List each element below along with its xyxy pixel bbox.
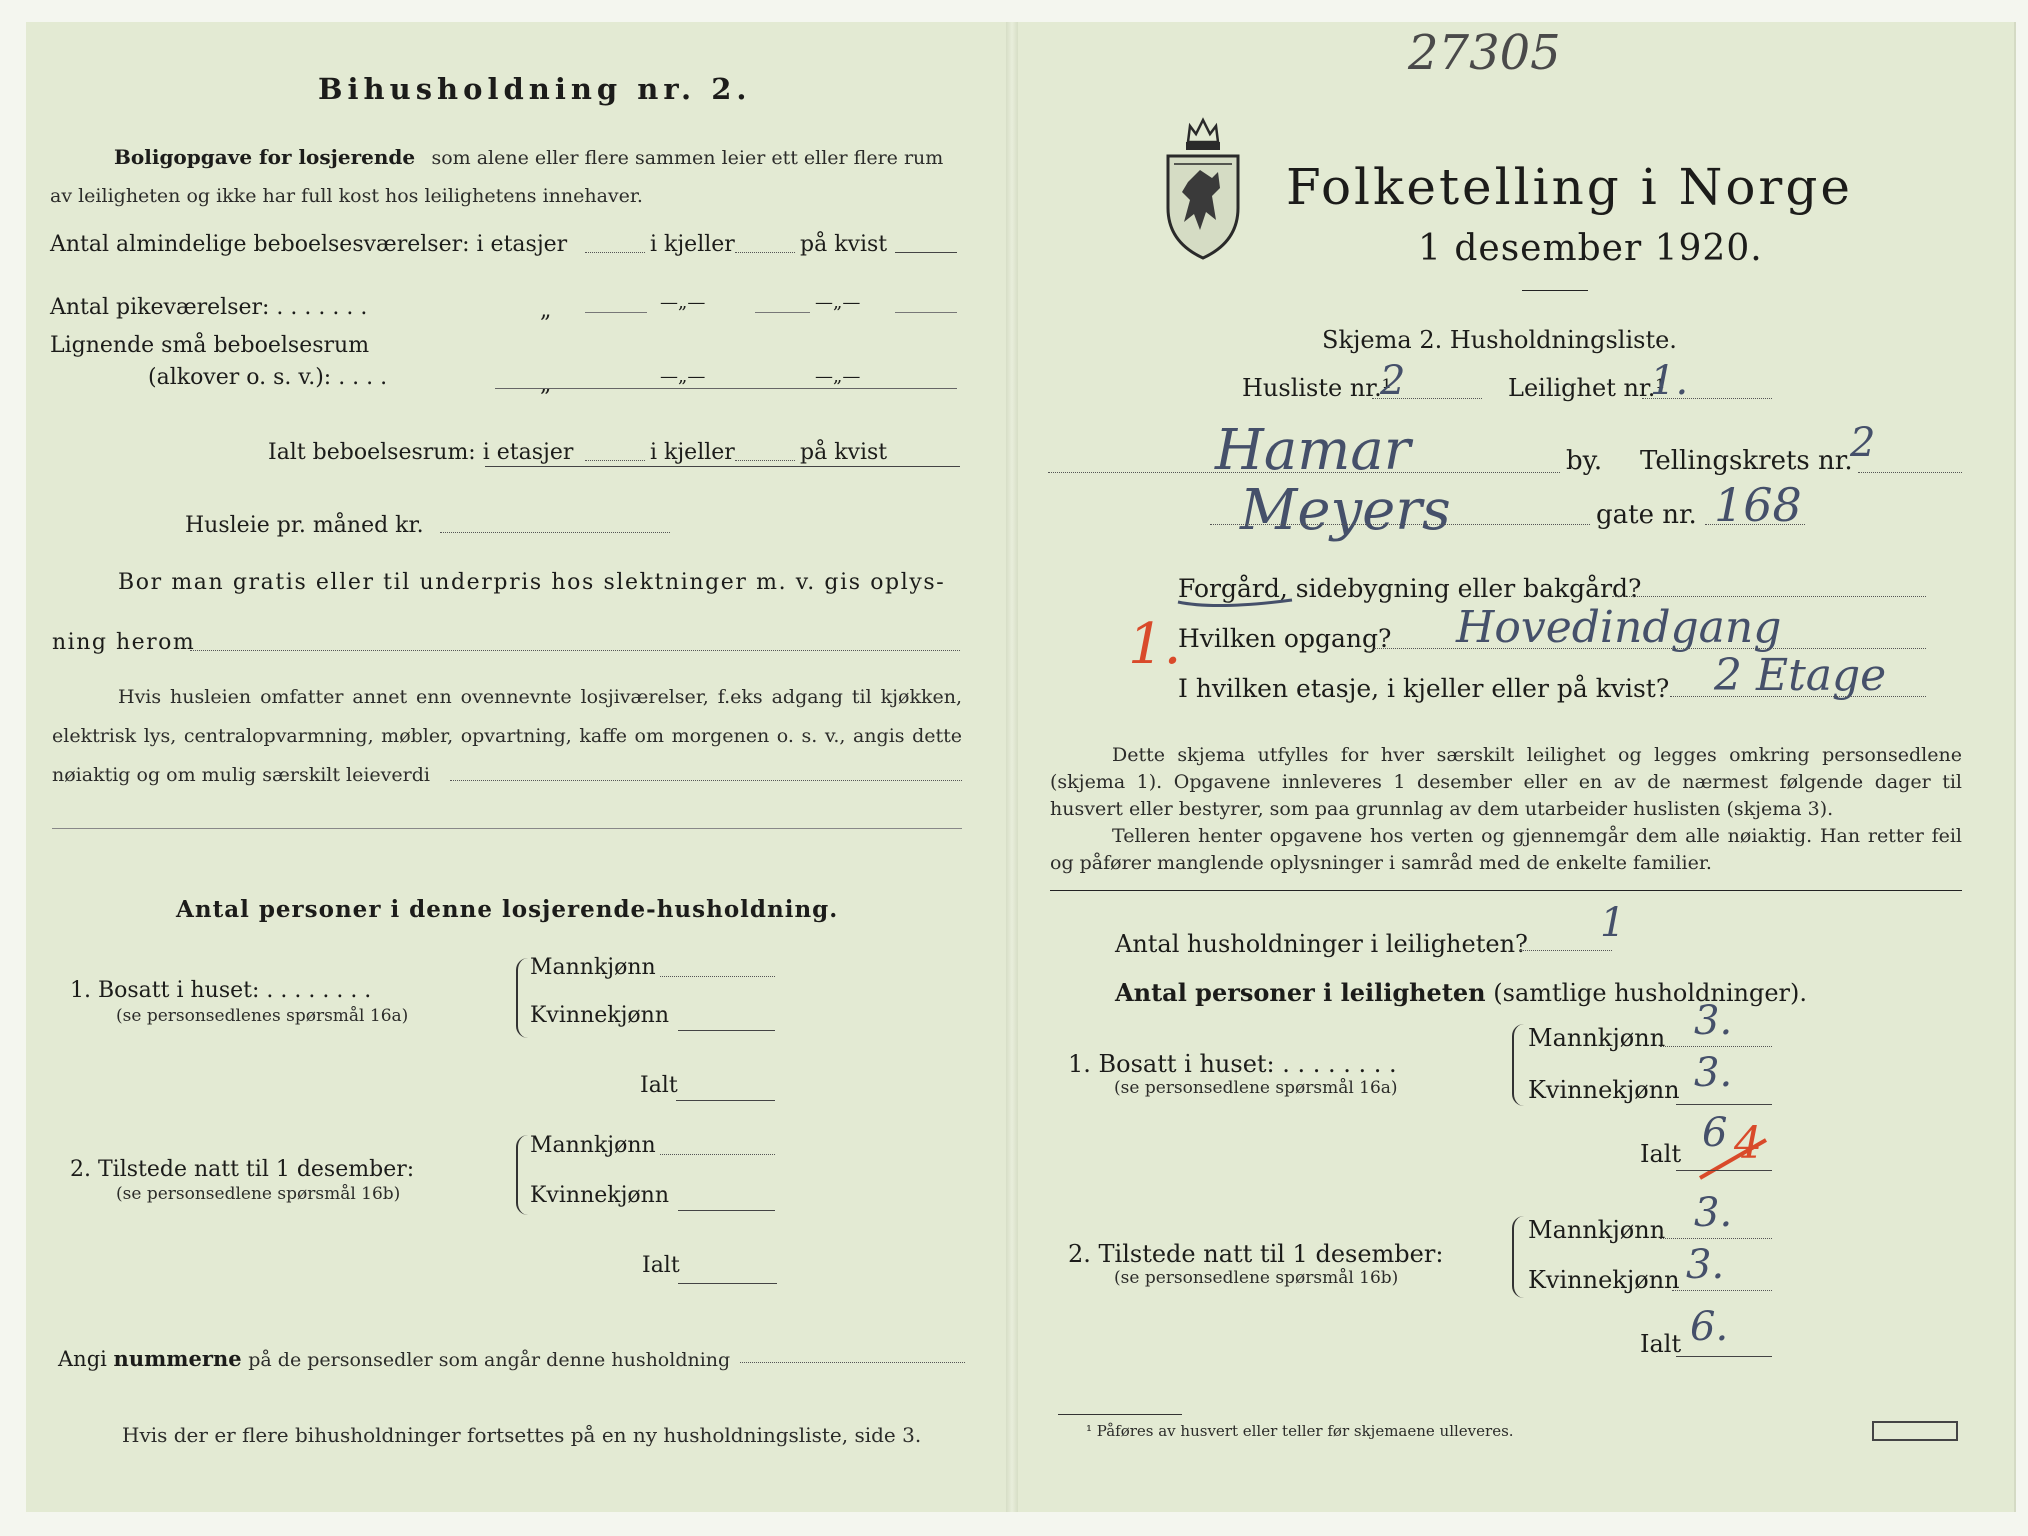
- right-bosatt-ialt-label: Ialt: [1640, 1140, 1682, 1168]
- pike-kjeller-line[interactable]: [755, 312, 810, 313]
- leieverdi-line-2[interactable]: [52, 828, 962, 829]
- ialt-kvist-label: på kvist: [800, 440, 888, 465]
- right-bosatt-kvinne-value: 3.: [1694, 1050, 1733, 1096]
- by-value: Hamar: [1215, 418, 1411, 483]
- left-tilstede-label: 2. Tilstede natt til 1 desember:: [70, 1157, 415, 1182]
- ditto-dash-3: —„—: [660, 366, 706, 387]
- husliste-field[interactable]: [1372, 398, 1482, 399]
- krets-label: Tellingskrets nr.: [1640, 446, 1853, 476]
- red-mark: 1.: [1128, 612, 1182, 677]
- krets-value: 2: [1850, 420, 1876, 466]
- instructions-rule: [1050, 890, 1962, 891]
- right-tilstede-mann-label: Mannkjønn: [1528, 1216, 1666, 1244]
- right-tilstede-ialt-value: 6.: [1690, 1304, 1729, 1350]
- antal-pike-label: Antal pikeværelser: . . . . . . .: [50, 295, 368, 320]
- leilighet-value: 1.: [1650, 358, 1689, 404]
- leilighet-field[interactable]: [1642, 398, 1772, 399]
- right-tilstede-sub: (se personsedlene spørsmål 16b): [1114, 1268, 1399, 1288]
- left-bosatt-ialt-field[interactable]: [676, 1100, 775, 1101]
- leilighet-label: Leilighet nr.¹: [1508, 374, 1666, 402]
- antal-hush-field[interactable]: [1520, 950, 1612, 951]
- right-tilstede-kvinne-field[interactable]: [1672, 1290, 1772, 1291]
- hvis-husleien-paragraph: Hvis husleien omfatter annet enn ovennevnte losjiværelser, f.eks adgang til kjøkken, elektrisk lys, centralopvarmning, møbler, opvartning, kaffe om morgenen o. s. v., angis dette nøiaktig og om mulig særskilt leieverdi: [52, 686, 962, 786]
- skjema-label: Skjema 2. Husholdningsliste.: [1322, 326, 1677, 354]
- husliste-value: 2: [1380, 358, 1406, 404]
- right-tilstede-kvinne-label: Kvinnekjønn: [1528, 1266, 1680, 1294]
- krets-field[interactable]: [1858, 472, 1962, 473]
- pike-etasjer-line[interactable]: [585, 312, 647, 313]
- i-kjeller-label: i kjeller: [650, 232, 735, 257]
- intro-line-2: av leiligheten og ikke har full kost hos leilighetens innehaver.: [50, 185, 643, 207]
- ditto-1: „: [540, 298, 552, 323]
- angi-post: på de personsedler som angår denne husholdning: [248, 1349, 731, 1371]
- left-bosatt-brace: [516, 958, 528, 1038]
- opgang-field[interactable]: [1374, 648, 1926, 649]
- instructions-2: Telleren henter opgavene hos verten og gjennemgår dem alle nøiaktig. Han retter feil og påfører manglende oplysninger i samråd med de enkelte familier.: [1050, 825, 1962, 874]
- left-tilstede-kvinne-field[interactable]: [678, 1210, 775, 1211]
- gratis-field[interactable]: [190, 650, 960, 651]
- gate-field[interactable]: [1210, 524, 1590, 525]
- footnote-rule: [1058, 1414, 1182, 1415]
- gratis-line-1: Bor man gratis eller til underpris hos slektninger m. v. gis oplys-: [118, 570, 946, 595]
- left-bosatt-mann-label: Mannkjønn: [530, 955, 656, 980]
- right-bosatt-label: 1. Bosatt i huset: . . . . . . . .: [1068, 1050, 1397, 1078]
- husleie-field[interactable]: [440, 532, 670, 533]
- right-tilstede-mann-field[interactable]: [1660, 1238, 1772, 1239]
- by-label: by.: [1566, 446, 1603, 476]
- intro-line-1: [114, 145, 943, 169]
- kvist-field[interactable]: [895, 252, 957, 253]
- stamp-number: 27305: [1408, 25, 1561, 81]
- ialt-etasjer-field[interactable]: [585, 460, 645, 461]
- forgaard-label: Forgård, sidebygning eller bakgård?: [1178, 574, 1642, 603]
- coat-of-arms-icon: [1160, 112, 1246, 262]
- right-personer-rest: (samtlige husholdninger).: [1493, 979, 1808, 1007]
- right-tilstede-label: 2. Tilstede natt til 1 desember:: [1068, 1240, 1444, 1268]
- gate-nr-value: 168: [1714, 478, 1802, 532]
- right-bosatt-kvinne-field[interactable]: [1676, 1104, 1772, 1105]
- right-bosatt-mann-label: Mannkjønn: [1528, 1024, 1666, 1052]
- husleie-label: Husleie pr. måned kr.: [185, 513, 424, 538]
- lignende-line[interactable]: [495, 388, 957, 389]
- antal-hush-value: 1: [1600, 900, 1626, 946]
- right-personer-bold: Antal personer i leiligheten: [1115, 978, 1486, 1007]
- lignende-label-2: (alkover o. s. v.): . . . .: [148, 365, 388, 390]
- right-tilstede-mann-value: 3.: [1694, 1190, 1733, 1236]
- left-tilstede-mann-field[interactable]: [660, 1154, 775, 1155]
- right-tilstede-ialt-label: Ialt: [1640, 1330, 1682, 1358]
- husliste-label: Husliste nr.¹: [1242, 374, 1392, 402]
- etasjer-field[interactable]: [585, 252, 645, 253]
- right-bosatt-ialt-value: 6: [1702, 1110, 1728, 1156]
- kjeller-field[interactable]: [735, 252, 795, 253]
- gratis-line-2: ning herom: [52, 630, 196, 655]
- paa-kvist-label: på kvist: [800, 232, 888, 257]
- forgaard-field[interactable]: [1612, 596, 1926, 597]
- gate-value: Meyers: [1240, 478, 1451, 543]
- left-footer: Hvis der er flere bihusholdninger fortsettes på en ny husholdningsliste, side 3.: [122, 1423, 922, 1447]
- right-bosatt-kvinne-label: Kvinnekjønn: [1528, 1076, 1680, 1104]
- left-bosatt-label: 1. Bosatt i huset: . . . . . . . .: [70, 978, 372, 1003]
- right-bosatt-mann-field[interactable]: [1660, 1046, 1772, 1047]
- intro-rest-1: som alene eller flere sammen leier ett eller flere rum: [431, 147, 944, 169]
- ialt-kjeller-field[interactable]: [735, 460, 795, 461]
- intro-bold: Boligopgave for losjerende: [114, 145, 416, 169]
- title-rule: [1522, 290, 1588, 291]
- ditto-dash-4: —„—: [815, 366, 861, 387]
- leieverdi-field[interactable]: [450, 780, 962, 781]
- instructions-1: Dette skjema utfylles for hver særskilt leilighet og legges omkring personsedlene (skjema 1). Opgavene innleveres 1 desember eller en av de nærmest følgende dager til husvert eller bestyrer, som paa grunnlag av dem utarbeider huslisten (skjema 3).: [1050, 744, 1962, 820]
- left-bosatt-kvinne-field[interactable]: [678, 1030, 775, 1031]
- pike-kvist-line[interactable]: [895, 312, 957, 313]
- left-tilstede-mann-label: Mannkjønn: [530, 1133, 656, 1158]
- left-tilstede-sub: (se personsedlene spørsmål 16b): [116, 1184, 401, 1204]
- left-bosatt-kvinne-label: Kvinnekjønn: [530, 1003, 669, 1028]
- printer-stamp-box: [1872, 1421, 1958, 1441]
- ialt-rum-label: Ialt beboelsesrum: i etasjer: [268, 440, 574, 465]
- left-tilstede-ialt-field[interactable]: [678, 1283, 777, 1284]
- opgang-value: Hovedindgang: [1456, 602, 1782, 653]
- right-tilstede-brace: [1512, 1216, 1524, 1298]
- left-title: Bihusholdning nr. 2.: [318, 72, 752, 106]
- lignende-label-1: Lignende små beboelsesrum: [50, 333, 370, 358]
- right-bosatt-sub: (se personsedlene spørsmål 16a): [1114, 1078, 1398, 1098]
- right-bosatt-ialt-struck: 4: [1734, 1118, 1762, 1169]
- ditto-dash-1: —„—: [660, 292, 706, 313]
- antal-alm-label: Antal almindelige beboelsesværelser: i etasjer: [50, 232, 568, 257]
- gate-label: gate nr.: [1596, 500, 1697, 530]
- right-tilstede-kvinne-value: 3.: [1686, 1242, 1725, 1288]
- left-bosatt-ialt-label: Ialt: [640, 1073, 678, 1098]
- ditto-dash-2: —„—: [815, 292, 861, 313]
- right-tilstede-ialt-field[interactable]: [1676, 1356, 1772, 1357]
- left-tilstede-ialt-label: Ialt: [642, 1253, 680, 1278]
- etasje-label: I hvilken etasje, i kjeller eller på kvist?: [1178, 674, 1670, 703]
- angi-pre: Angi: [58, 1347, 107, 1371]
- red-strike-mark: [1696, 1134, 1776, 1182]
- ditto-2: „: [540, 372, 552, 397]
- right-bosatt-mann-value: 3.: [1694, 998, 1733, 1044]
- census-date: 1 desember 1920.: [1418, 228, 1763, 269]
- left-tilstede-brace: [516, 1135, 528, 1215]
- left-bosatt-mann-field[interactable]: [660, 976, 775, 977]
- angi-bold: nummerne: [113, 1346, 242, 1371]
- ialt-rum-line: [485, 466, 960, 467]
- gate-nr-field[interactable]: [1705, 524, 1805, 525]
- main-title: Folketelling i Norge: [1286, 158, 1853, 216]
- etasje-value: 2 Etage: [1714, 650, 1887, 701]
- antal-hush-label: Antal husholdninger i leiligheten?: [1115, 930, 1528, 958]
- etasje-field[interactable]: [1670, 696, 1926, 697]
- ialt-kjeller-label: i kjeller: [650, 440, 735, 465]
- opgang-label: Hvilken opgang?: [1178, 624, 1392, 653]
- forgaard-underline: [1176, 596, 1294, 610]
- right-bosatt-brace: [1512, 1024, 1524, 1106]
- by-field[interactable]: [1048, 472, 1560, 473]
- left-personer-heading: Antal personer i denne losjerende-husholdning.: [176, 896, 839, 923]
- left-tilstede-kvinne-label: Kvinnekjønn: [530, 1183, 669, 1208]
- angi-line: [58, 1346, 730, 1371]
- angi-field[interactable]: [740, 1362, 965, 1363]
- footnote: ¹ Påføres av husvert eller teller før skjemaene ulleveres.: [1086, 1422, 1514, 1440]
- page-fold: [1006, 22, 1018, 1512]
- left-bosatt-sub: (se personsedlenes spørsmål 16a): [116, 1006, 409, 1026]
- right-bosatt-ialt-field[interactable]: [1676, 1170, 1772, 1171]
